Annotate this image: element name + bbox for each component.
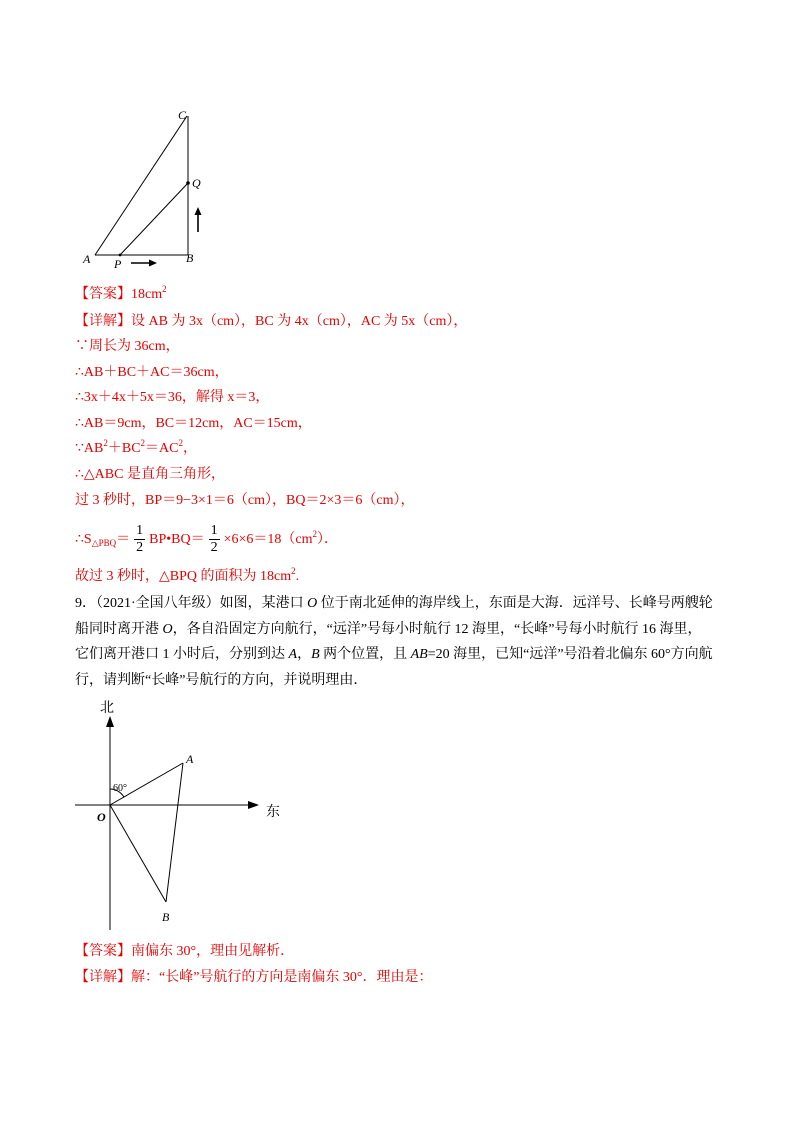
detail-label: 【详解】 — [75, 970, 131, 985]
pyth-b: ＋BC — [107, 441, 141, 456]
answer-label: 【答案】 — [75, 944, 131, 959]
detail-text: 设 AB 为 3x（cm），BC 为 4x（cm），AC 为 5x（cm）， — [131, 314, 468, 329]
segment-pq — [120, 183, 188, 255]
answer-8 — [75, 285, 167, 305]
segment-ab — [166, 763, 183, 902]
p9-point-b: B — [311, 647, 320, 662]
p9-l1-b: 位于南北延伸的海岸线上，东面是大海．远洋号、长峰号两艘轮 — [317, 596, 713, 611]
label-b: B — [186, 251, 194, 265]
detail-8-after-3s: 过 3 秒时，BP＝9−3×1＝6（cm），BQ＝2×3＝6（cm）， — [75, 493, 415, 508]
conclusion-text: 故过 3 秒时，△BPQ 的面积为 18cm — [75, 569, 292, 584]
pyth-b-exp: 2 — [140, 438, 146, 448]
north-arrow-icon — [106, 716, 114, 727]
answer-value: 18cm — [131, 287, 163, 302]
p9-point-a: A — [288, 647, 298, 662]
area-end: ）． — [317, 532, 339, 547]
answer-exponent: 2 — [162, 284, 167, 294]
answer-label: 【答案】 — [75, 287, 131, 302]
area-eq: ＝ — [116, 532, 131, 547]
p9-l3-b: 两个位置，且 — [319, 647, 411, 662]
detail-8-line-2: ∵周长为 36cm， — [75, 339, 180, 354]
detail-8-conclusion — [75, 567, 299, 587]
area-prefix: ∴S — [75, 532, 92, 547]
conclusion-end: . — [295, 569, 300, 584]
p9-l1-a: 9．（2021·全国八年级）如图，某港口 — [75, 596, 308, 611]
label-p: P — [114, 257, 122, 271]
pyth-end: ， — [183, 441, 197, 456]
fraction-denominator: 2 — [136, 540, 144, 556]
p9-point-o: O — [307, 596, 318, 611]
triangle-figure — [0, 0, 300, 290]
p9-segment-ab: AB — [410, 647, 428, 662]
east-arrow-icon — [248, 801, 259, 809]
detail-8-line-5: ∴AB＝9cm，BC＝12cm，AC＝15cm， — [75, 416, 312, 431]
fraction-numerator: 1 — [136, 523, 144, 539]
area-tail: ×6×6＝18（cm — [223, 532, 313, 547]
pyth-c: ＝AC — [145, 441, 179, 456]
detail-8-line-1 — [75, 312, 467, 332]
label-o: O — [97, 810, 106, 824]
compass-figure — [0, 690, 300, 940]
problem-9-line-4: 行，请判断“长峰”号航行的方向，并说明理由． — [75, 673, 368, 688]
pyth-c-exp: 2 — [178, 438, 183, 448]
side-ac — [95, 116, 187, 255]
detail-9 — [75, 968, 433, 988]
conclusion-exponent: 2 — [291, 566, 296, 576]
answer-text: 南偏东 30°，理由见解析． — [131, 944, 295, 959]
answer-9 — [75, 942, 294, 962]
area-subscript: △PBQ — [91, 538, 117, 548]
label-a: A — [83, 252, 91, 266]
label-b: B — [162, 910, 170, 924]
detail-label: 【详解】 — [75, 314, 131, 329]
detail-8-line-4: ∴3x＋4x＋5x＝36，解得 x＝3， — [75, 390, 270, 405]
problem-9-line-3 — [75, 645, 713, 665]
east-label: 东 — [266, 804, 280, 820]
fraction-denominator: 2 — [210, 540, 218, 556]
fraction-one-half — [134, 523, 145, 556]
label-a: A — [186, 752, 194, 766]
p9-point-o: O — [162, 622, 173, 637]
area-mid: BP•BQ＝ — [149, 532, 205, 547]
detail-8-area — [75, 522, 338, 558]
angle-label: 60° — [113, 783, 127, 794]
arrow-right-icon — [149, 260, 157, 267]
problem-9-line-2 — [75, 620, 701, 640]
point-q — [186, 181, 190, 185]
p9-l3-comma: ， — [297, 647, 312, 662]
label-c: C — [178, 108, 187, 122]
pyth-a-exp: 2 — [103, 438, 108, 448]
detail-8-line-3: ∴AB＋BC＋AC＝36cm， — [75, 365, 229, 380]
north-label: 北 — [100, 700, 114, 716]
p9-l2-a: 船同时离开港 — [75, 622, 163, 637]
arrow-up-icon — [195, 207, 202, 215]
point-p — [119, 254, 122, 257]
p9-l3-c: =20 海里，已知“远洋”号沿着北偏东 60°方向航 — [427, 647, 713, 662]
detail-8-right-triangle: ∴△ABC 是直角三角形， — [75, 467, 225, 482]
detail-8-pythagoras — [75, 439, 197, 459]
detail-text: 解：“长峰”号航行的方向是南偏东 30°．理由是： — [131, 970, 433, 985]
p9-l2-b: ，各自沿固定方向航行，“远洋”号每小时航行 12 海里，“长峰”号每小时航行 16 海里， — [172, 622, 702, 637]
p9-l3-a: 它们离开港口 1 小时后，分别到达 — [75, 647, 289, 662]
fraction-one-half — [209, 523, 220, 556]
problem-9-line-1 — [75, 594, 713, 614]
pyth-a: ∵AB — [75, 441, 104, 456]
fraction-numerator: 1 — [210, 523, 218, 539]
route-ob — [110, 805, 166, 902]
label-q: Q — [192, 176, 201, 190]
area-exponent: 2 — [312, 529, 318, 539]
